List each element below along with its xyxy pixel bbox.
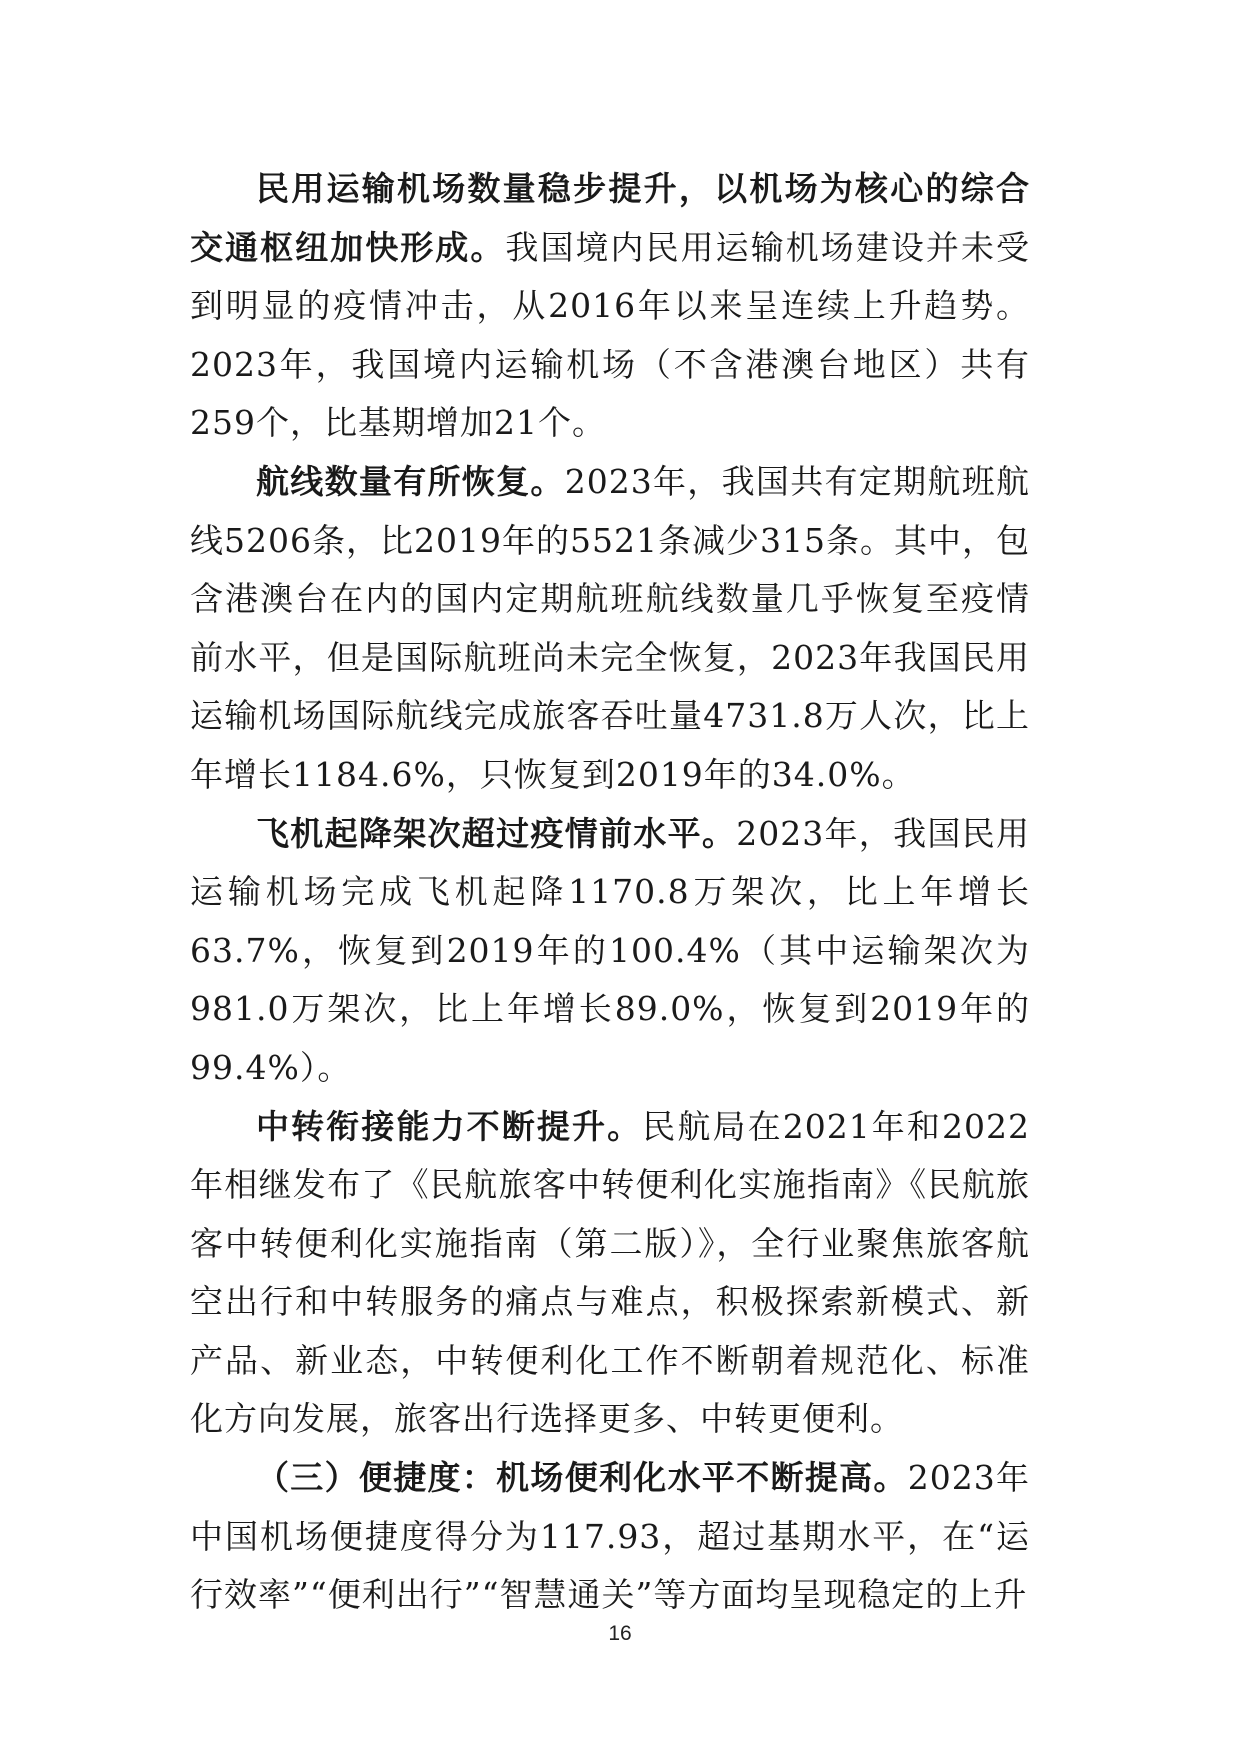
paragraph-body: 2023年中国机场便捷度得分为117.93，超过基期水平，在“运行效率”“便利出行”“智慧通关”等方面均呈现稳定的上升 — [190, 1458, 1031, 1615]
paragraph-body: 2023年，我国民用运输机场完成飞机起降1170.8万架次，比上年增长63.7%，恢复到2019年的100.4%（其中运输架次为981.0万架次，比上年增长89.0%，恢复到2019年的99.4%）。 — [190, 813, 1031, 1087]
paragraph-lead: 中转衔接能力不断提升。 — [256, 1106, 643, 1146]
paragraph-convenience — [190, 1449, 1030, 1625]
paragraph-lead: 飞机起降架次超过疫情前水平。 — [256, 813, 737, 853]
paragraph-lead: 民用运输机场数量稳步提升，以机场为核心的综合交通枢纽加快形成。 — [190, 169, 1030, 267]
paragraph-flight-movements — [190, 805, 1030, 1098]
paragraph-transfer-capability — [190, 1098, 1030, 1450]
paragraph-lead: 航线数量有所恢复。 — [256, 461, 565, 501]
paragraph-route-count — [190, 453, 1030, 805]
page-number: 16 — [608, 1622, 632, 1645]
page-content — [190, 160, 1030, 1625]
paragraph-body: 民航局在2021年和2022年相继发布了《民航旅客中转便利化实施指南》《民航旅客中转便利化实施指南（第二版）》，全行业聚焦旅客航空出行和中转服务的痛点与难点，积极探索新模式、新产品、新业态，中转便利化工作不断朝着规范化、标准化方向发展，旅客出行选择更多、中转更便利。 — [190, 1106, 1031, 1439]
section-heading: （三）便捷度：机场便利化水平不断提高。 — [256, 1458, 908, 1498]
paragraph-airport-count — [190, 160, 1030, 453]
paragraph-body: 2023年，我国共有定期航班航线5206条，比2019年的5521条减少315条。其中，包含港澳台在内的国内定期航班航线数量几乎恢复至疫情前水平，但是国际航班尚未完全恢复，2023年我国民用运输机场国际航线完成旅客吞吐量4731.8万人次，比上年增长1184.6%，只恢复到2019年的34.0%。 — [190, 461, 1031, 794]
paragraph-body: 我国境内民用运输机场建设并未受到明显的疫情冲击，从2016年以来呈连续上升趋势。2023年，我国境内运输机场（不含港澳台地区）共有259个，比基期增加21个。 — [190, 227, 1031, 443]
